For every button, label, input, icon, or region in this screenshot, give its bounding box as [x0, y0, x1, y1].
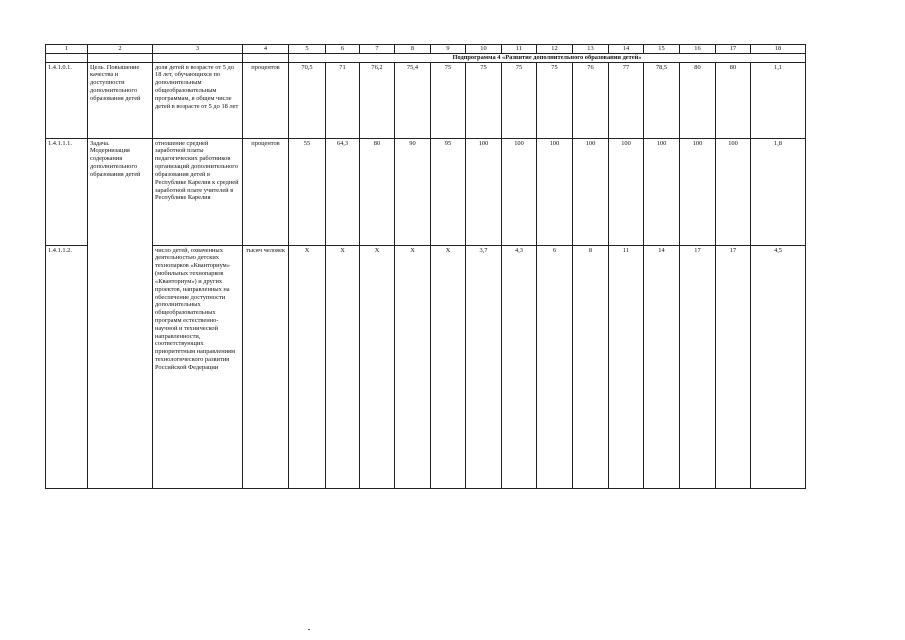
subprogram-spacer: [88, 53, 153, 62]
col-header: 4: [243, 45, 289, 54]
col-header: 14: [609, 45, 644, 54]
col-header: 11: [502, 45, 537, 54]
row-value: 75,4: [395, 62, 431, 138]
row-value: X: [326, 245, 360, 488]
col-header: 9: [431, 45, 466, 54]
row-value: 75: [502, 62, 537, 138]
row-value: 78,5: [644, 62, 680, 138]
col-header: 10: [466, 45, 502, 54]
subprogram-spacer: [153, 53, 243, 62]
row-value: 100: [609, 138, 644, 245]
row-indicator: доля детей в возрасте от 5 до 18 лет, обучающихся по дополнительным общеобразовательным программам, в общем числе детей в возрасте от 5 до 18 лет: [153, 62, 243, 138]
row-value: 100: [537, 138, 573, 245]
row-value: 100: [680, 138, 716, 245]
row-value: 1,8: [751, 138, 806, 245]
row-value: X: [289, 245, 326, 488]
row-value: 14: [644, 245, 680, 488]
subprogram-spacer: [243, 53, 289, 62]
col-header: 18: [751, 45, 806, 54]
subprogram-title: Подпрограмма 4 «Развитие дополнительного образования детей»: [289, 53, 806, 62]
row-value: 80: [716, 62, 751, 138]
row-value: 4,3: [502, 245, 537, 488]
col-header: 16: [680, 45, 716, 54]
row-value: 80: [360, 138, 395, 245]
row-value: 100: [573, 138, 609, 245]
row-unit: процентов: [243, 138, 289, 245]
row-value: 11: [609, 245, 644, 488]
row-unit: тысяч человек: [243, 245, 289, 488]
row-code: 1.4.1.0.1.: [46, 62, 88, 138]
row-value: 95: [431, 138, 466, 245]
col-header: 12: [537, 45, 573, 54]
row-value: 100: [716, 138, 751, 245]
col-header: 7: [360, 45, 395, 54]
row-value: 70,5: [289, 62, 326, 138]
col-header: 5: [289, 45, 326, 54]
row-value: 100: [466, 138, 502, 245]
row-value: X: [431, 245, 466, 488]
col-header: 13: [573, 45, 609, 54]
row-value: 75: [466, 62, 502, 138]
col-header: 1: [46, 45, 88, 54]
table-row: [46, 62, 806, 138]
row-value: 76,2: [360, 62, 395, 138]
subprogram-row: [46, 53, 806, 62]
col-header: 6: [326, 45, 360, 54]
row-value: 3,7: [466, 245, 502, 488]
row-value: 17: [716, 245, 751, 488]
row-value: 8: [573, 245, 609, 488]
scan-speck: [308, 629, 310, 630]
row-value: 75: [431, 62, 466, 138]
col-header: 2: [88, 45, 153, 54]
col-header: 17: [716, 45, 751, 54]
row-value: 77: [609, 62, 644, 138]
row-value: 64,3: [326, 138, 360, 245]
row-value: 100: [502, 138, 537, 245]
col-header: 8: [395, 45, 431, 54]
row-value: 55: [289, 138, 326, 245]
col-header: 15: [644, 45, 680, 54]
col-header: 3: [153, 45, 243, 54]
table-row: [46, 245, 806, 488]
row-value: 1,1: [751, 62, 806, 138]
row-value: 75: [537, 62, 573, 138]
row-value: 71: [326, 62, 360, 138]
row-value: 80: [680, 62, 716, 138]
row-value: 90: [395, 138, 431, 245]
document-page: [45, 44, 801, 489]
row-unit: процентов: [243, 62, 289, 138]
indicators-table: [45, 44, 806, 489]
table-row: [46, 138, 806, 245]
row-value: X: [360, 245, 395, 488]
row-goal: Цель. Повышение качества и доступности дополнительного образования детей: [88, 62, 153, 138]
row-value: 76: [573, 62, 609, 138]
column-number-row: [46, 45, 806, 54]
row-value: 17: [680, 245, 716, 488]
row-indicator: число детей, охваченных деятельностью детских технопарков «Кванториум» (мобильных технопарков «Кванториум») и других проектов, направленных на обеспечение доступности дополнительных общеобразовательных программ естественно-научной и технической направленности, соответствующих приоритетным направлениям технологического развития Российской Федерации: [153, 245, 243, 488]
row-code: 1.4.1.1.2.: [46, 245, 88, 488]
row-value: 100: [644, 138, 680, 245]
row-goal: Задача. Модернизация содержания дополнительного образования детей: [88, 138, 153, 488]
row-value: X: [395, 245, 431, 488]
subprogram-spacer: [46, 53, 88, 62]
row-code: 1.4.1.1.1.: [46, 138, 88, 245]
row-value: 6: [537, 245, 573, 488]
row-value: 4,5: [751, 245, 806, 488]
row-indicator: отношение средней заработной платы педагогических работников организаций дополнительного образования детей в Республике Карелия к средней заработной плате учителей в Республике Карелия: [153, 138, 243, 245]
